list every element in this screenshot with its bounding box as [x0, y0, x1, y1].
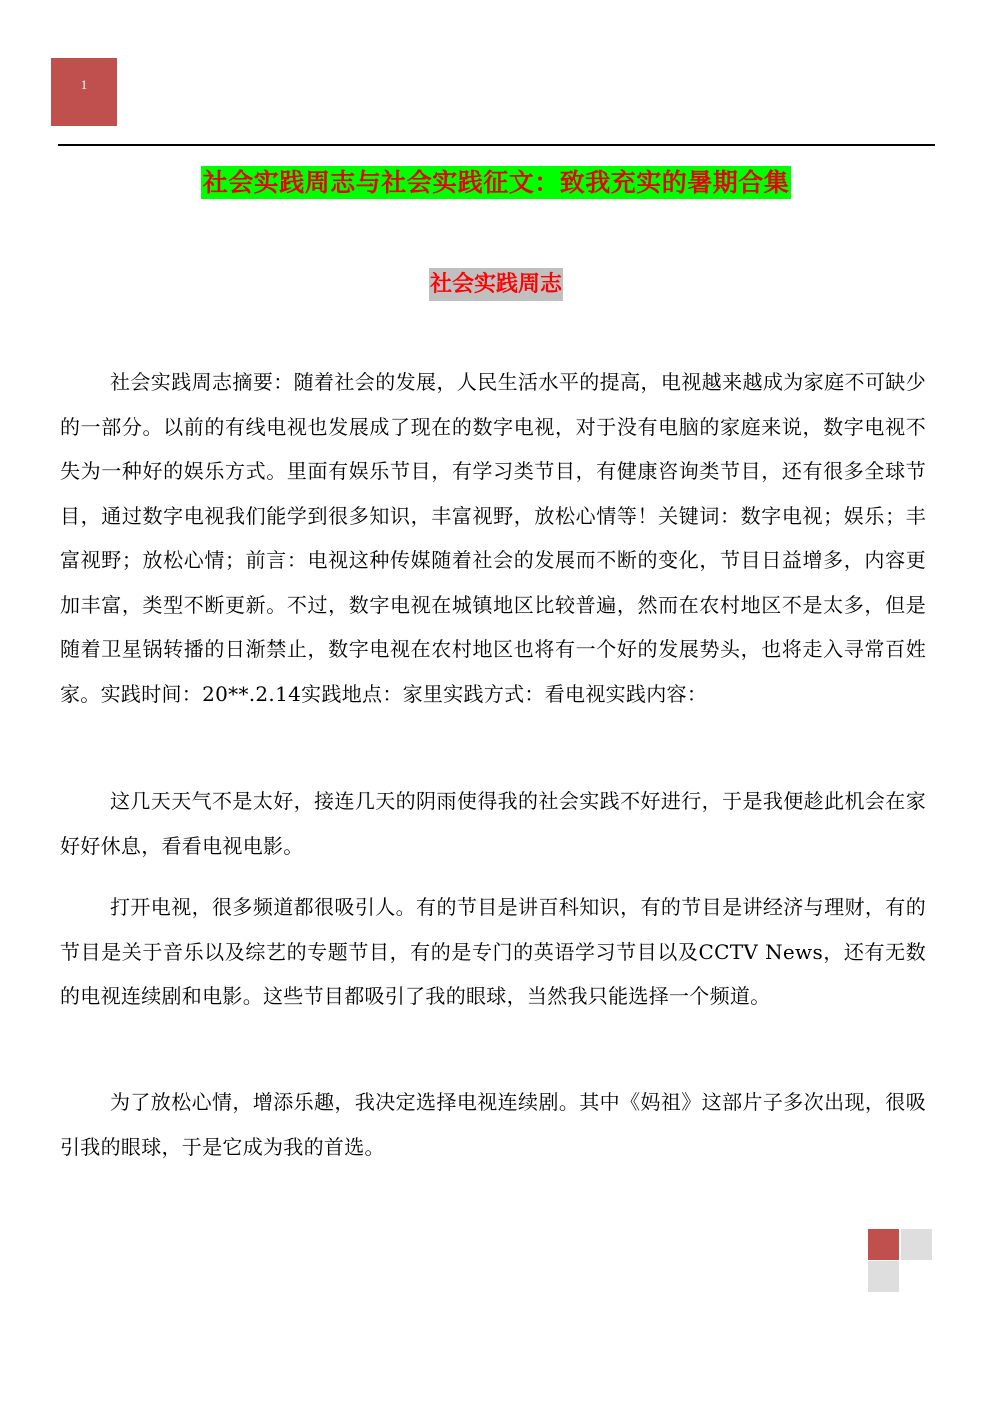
document-title: 社会实践周志与社会实践征文：致我充实的暑期合集 — [202, 168, 790, 197]
section-heading: 社会实践周志 — [429, 268, 563, 301]
page-number-badge — [51, 58, 117, 126]
paragraph-text: 社会实践周志摘要：随着社会的发展，人民生活水平的提高，电视越来越成为家庭不可缺少的一部分。以前的有线电视也发展成了现在的数字电视，对于没有电脑的家庭来说，数字电视不失为一种好的娱乐方式。里面有娱乐节目，有学习类节目，有健康咨询类节目，还有很多全球节目，通过数字电视我们能学到很多知识，丰富视野，放松心情等！关键词：数字电视；娱乐；丰富视野；放松心情；前言：电视这种传媒随着社会的发展而不断的变化，节目日益增多，内容更加丰富，类型不断更新。不过，数字电视在城镇地区比较普遍，然而在农村地区不是太多，但是随着卫星锅转播的日渐禁止，数字电视在农村地区也将有一个好的发展势头，也将走入寻常百姓家。实践时间：20**.2.14实践地点：家里实践方式：看电视实践内容： — [60, 370, 926, 706]
page-number: 1 — [80, 77, 88, 92]
paragraph-text: 这几天天气不是太好，接连几天的阴雨使得我的社会实践不好进行，于是我便趁此机会在家好好休息，看看电视电影。 — [60, 789, 926, 858]
paragraph-text: 打开电视，很多频道都很吸引人。有的节目是讲百科知识，有的节目是讲经济与理财，有的节目是关于音乐以及综艺的专题节目，有的是专门的英语学习节目以及CCTV News，还有无数的电视连续剧和电影。这些节目都吸引了我的眼球，当然我只能选择一个频道。 — [60, 895, 926, 1008]
header-divider — [58, 144, 935, 146]
decor-square-gray — [868, 1261, 899, 1292]
title-container — [0, 166, 992, 199]
paragraph-abstract — [60, 360, 926, 716]
decor-square-red — [868, 1229, 899, 1260]
paragraph-channels — [60, 885, 926, 1019]
paragraph-weather — [60, 779, 926, 868]
paragraph-text: 为了放松心情，增添乐趣，我决定选择电视连续剧。其中《妈祖》这部片子多次出现，很吸引我的眼球，于是它成为我的首选。 — [60, 1090, 926, 1159]
decor-square-gray — [901, 1229, 932, 1260]
paragraph-choice — [60, 1080, 926, 1169]
subtitle-container — [0, 268, 992, 301]
